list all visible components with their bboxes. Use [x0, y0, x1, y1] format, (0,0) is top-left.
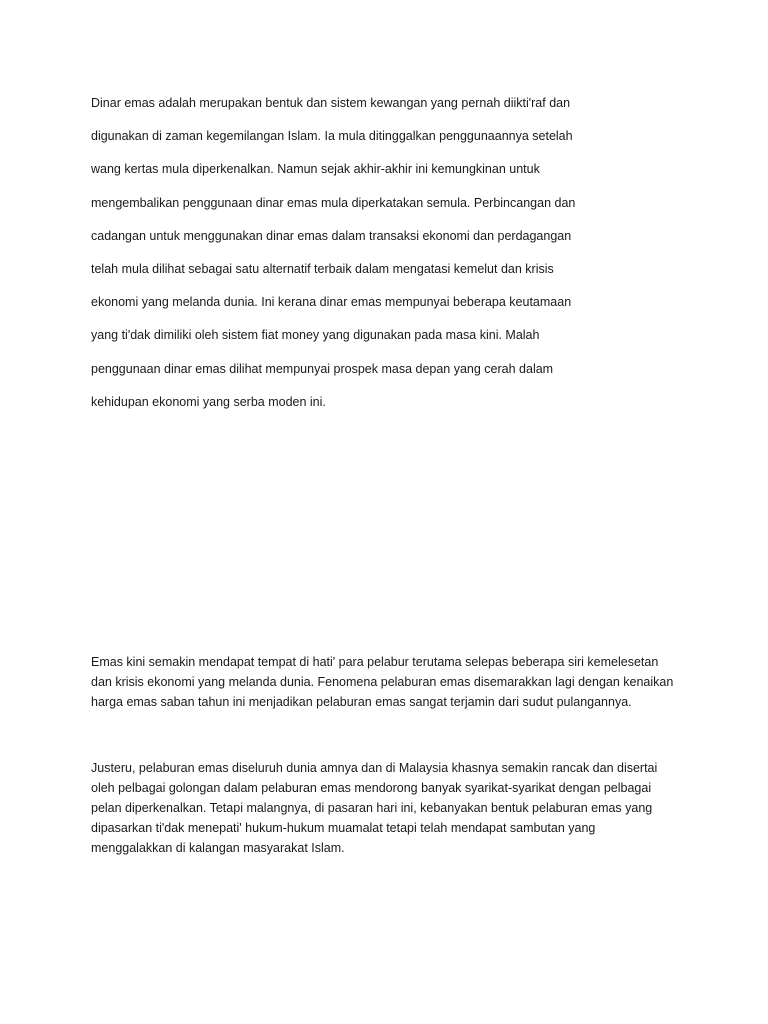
text-line: dipasarkan ti'dak menepati' hukum-hukum muamalat tetapi telah mendapat sambutan yang [91, 821, 596, 835]
text-line: yang ti'dak dimiliki oleh sistem fiat money yang digunakan pada masa kini. Malah [91, 328, 540, 343]
text-line: ekonomi yang melanda dunia. Ini kerana dinar emas mempunyai beberapa keutamaan [91, 295, 572, 310]
text-line: cadangan untuk menggunakan dinar emas dalam transaksi ekonomi dan perdagangan [91, 228, 572, 243]
text-line: menggalakkan di kalangan masyarakat Islam. [91, 841, 345, 855]
text-line: harga emas saban tahun ini menjadikan pelaburan emas sangat terjamin dari sudut pulangannya. [91, 695, 632, 709]
text-line: kehidupan ekonomi yang serba moden ini. [91, 394, 326, 409]
text-line: penggunaan dinar emas dilihat mempunyai prospek masa depan yang cerah dalam [91, 361, 554, 376]
text-line: pelan diperkenalkan. Tetapi malangnya, di pasaran hari ini, kebanyakan bentuk pelaburan emas yang [91, 801, 653, 815]
text-line: dan krisis ekonomi yang melanda dunia. Fenomena pelaburan emas disemarakkan lagi dengan kenaikan [91, 675, 674, 689]
text-line: Dinar emas adalah merupakan bentuk dan sistem kewangan yang pernah diikti'raf dan [91, 96, 571, 110]
text-line: wang kertas mula diperkenalkan. Namun sejak akhir-akhir ini kemungkinan untuk [91, 162, 540, 177]
paragraph-justeru [91, 760, 691, 860]
text-line: digunakan di zaman kegemilangan Islam. Ia mula ditinggalkan penggunaannya setelah [91, 129, 573, 144]
text-line: Justeru, pelaburan emas diseluruh dunia amnya dan di Malaysia khasnya semakin rancak dan disertai [91, 761, 658, 775]
text-line: Emas kini semakin mendapat tempat di hati' para pelabur terutama selepas beberapa siri kemelesetan [91, 655, 659, 669]
paragraph-emas-kini [91, 654, 691, 714]
text-line: telah mula dilihat sebagai satu alternatif terbaik dalam mengatasi kemelut dan krisis [91, 261, 554, 276]
text-line: mengembalikan penggunaan dinar emas mula diperkatakan semula. Perbincangan dan [91, 195, 576, 210]
paragraph-dinar-emas [91, 95, 691, 427]
text-line: oleh pelbagai golongan dalam pelaburan emas mendorong banyak syarikat-syarikat dengan pelbagai [91, 781, 652, 795]
